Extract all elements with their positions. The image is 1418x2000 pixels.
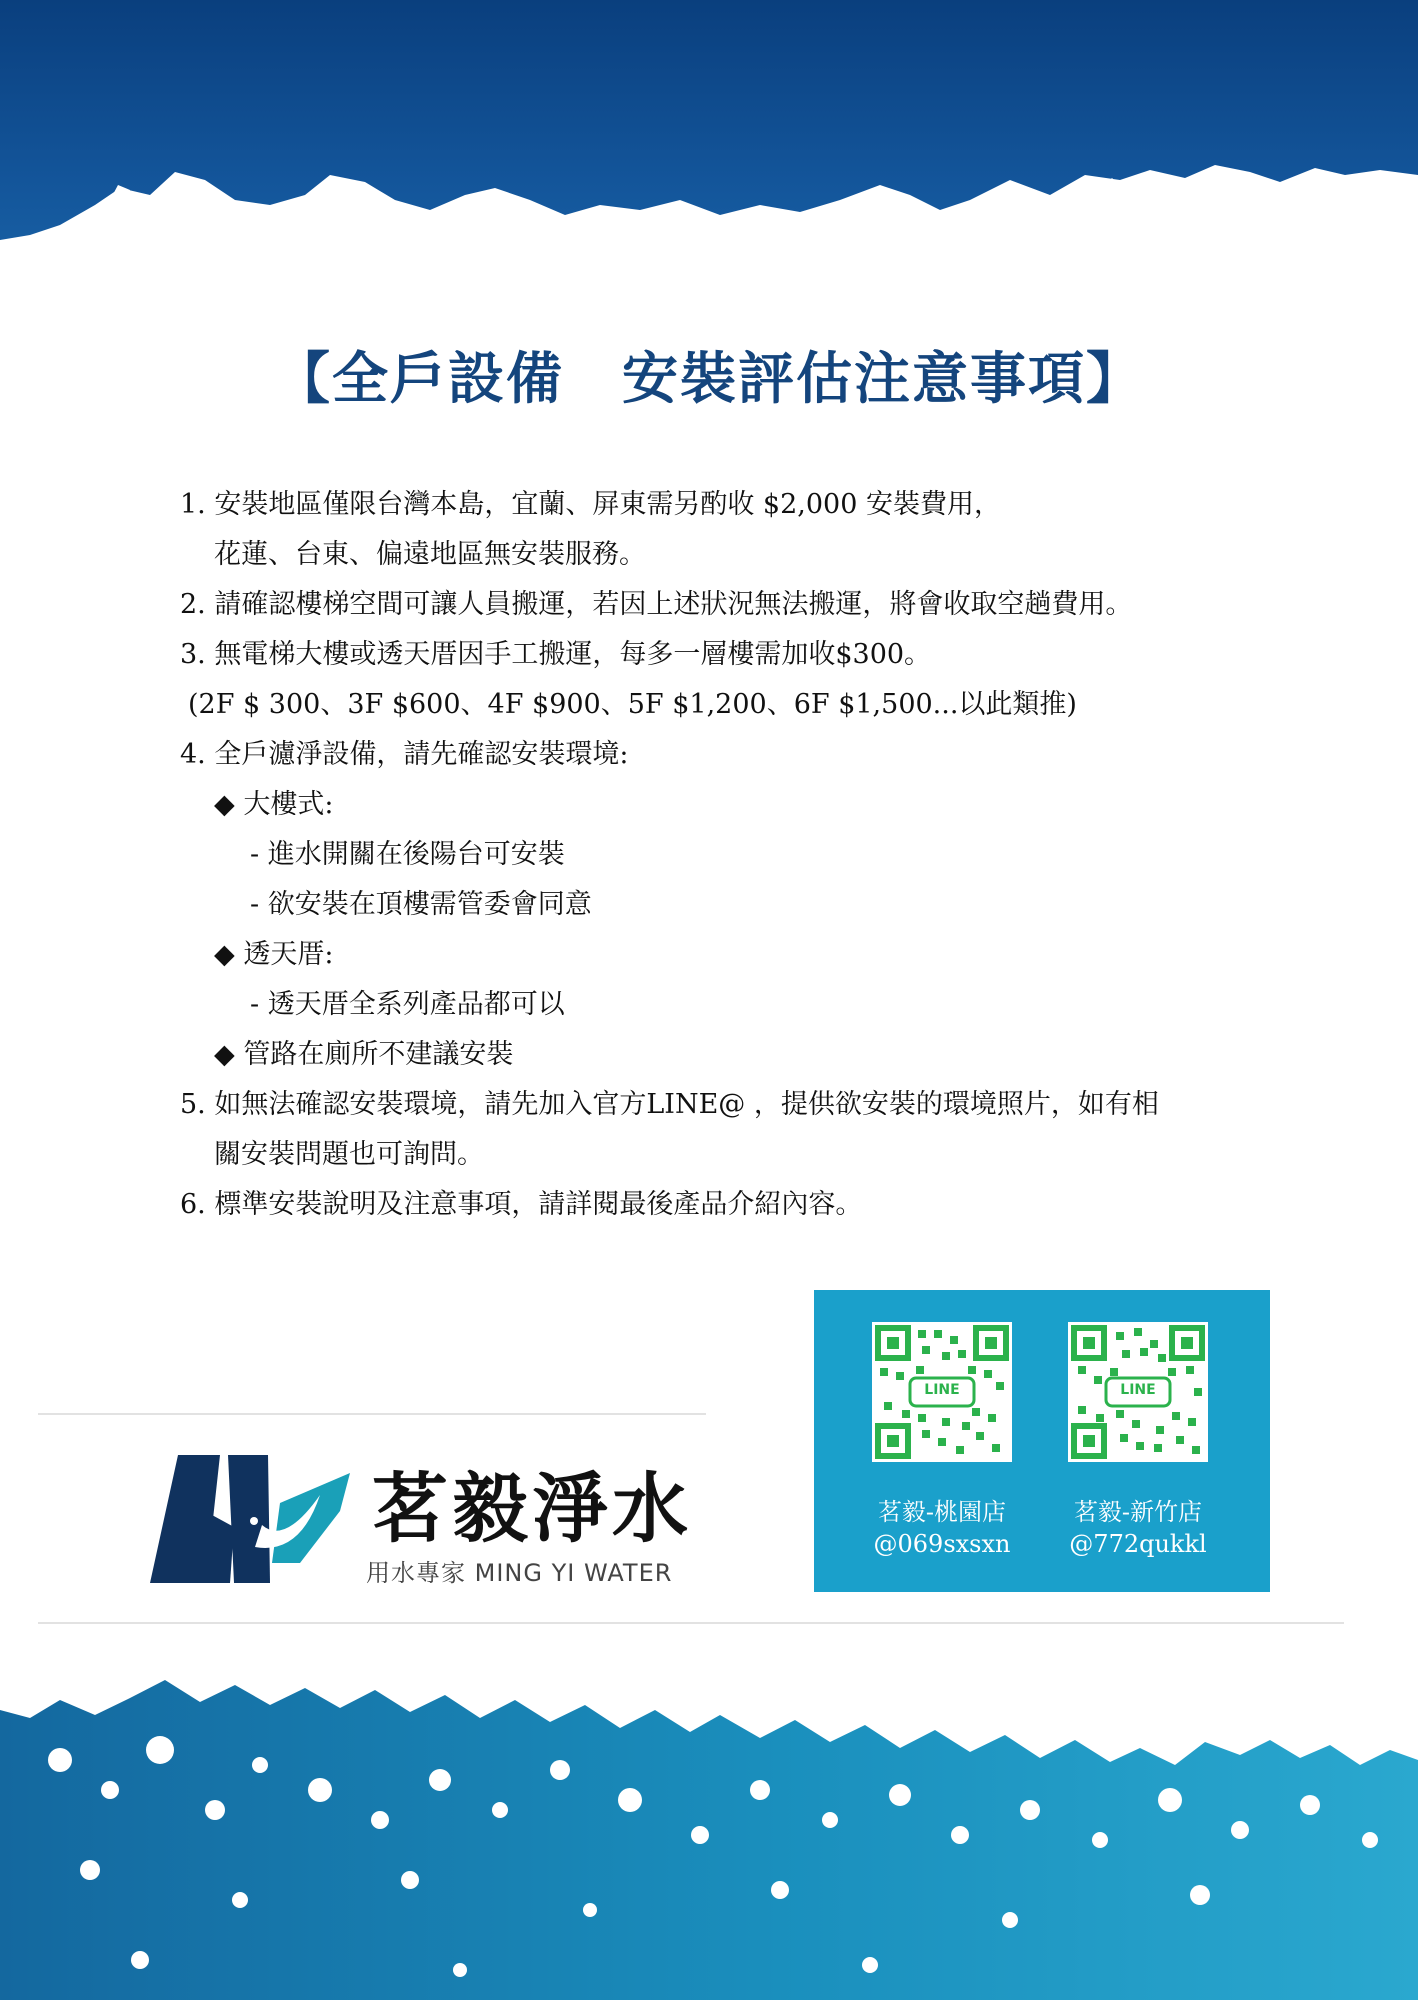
qr-code-hsinchu[interactable] [1068,1322,1208,1462]
note-4-building-item-2: - 欲安裝在頂樓需管委會同意 [250,889,592,920]
note-6: 6. 標準安裝說明及注意事項，請詳閱最後產品介紹內容。 [180,1189,863,1220]
qr-code-taoyuan[interactable] [872,1322,1012,1462]
line-id: @069sxsxn [873,1530,1011,1558]
line-badge: LINE [1120,1382,1156,1398]
note-5: 5. 如無法確認安裝環境，請先加入官方LINE@ ，提供欲安裝的環境照片，如有相 [180,1089,1159,1120]
brand-tagline: 用水專家 MING YI WATER [366,1559,673,1587]
note-4-bathroom: ◆ 管路在廁所不建議安裝 [214,1039,514,1070]
divider-bottom [38,1622,1344,1624]
note-5-continued: 關安裝問題也可詢問。 [214,1139,484,1170]
divider-top [38,1413,706,1415]
store-name: 茗毅-新竹店 [1073,1498,1203,1526]
note-4-building-item-1: - 進水開關在後陽台可安裝 [250,839,565,870]
line-badge: LINE [924,1382,960,1398]
line-qr-panel [814,1290,1270,1592]
bottom-decorative-band [0,1670,1418,2000]
line-id: @772qukkl [1069,1530,1207,1558]
note-4-building: ◆ 大樓式: [214,789,334,820]
notes-list [180,480,1260,1230]
brand-name: 茗毅淨水 [372,1464,692,1553]
store-name: 茗毅-桃園店 [877,1498,1007,1526]
page-title: 【全戶設備 安裝評估注意事項】 [274,346,1144,412]
brand-logo-icon [150,1455,360,1585]
note-4-townhouse-item-1: - 透天厝全系列產品都可以 [250,989,565,1020]
top-decorative-band [0,0,1418,300]
note-3-price-list: (2F $ 300、3F $600、4F $900、5F $1,200、6F $1,500...以此類推) [188,689,1077,720]
note-2: 2. 請確認樓梯空間可讓人員搬運，若因上述狀況無法搬運，將會收取空趟費用。 [180,589,1133,620]
note-4-townhouse: ◆ 透天厝: [214,939,334,970]
qr-label-taoyuan [842,1496,1042,1560]
note-1-continued: 花蓮、台東、偏遠地區無安裝服務。 [214,539,646,570]
note-3: 3. 無電梯大樓或透天厝因手工搬運，每多一層樓需加收$300。 [180,639,932,670]
note-1: 1. 安裝地區僅限台灣本島，宜蘭、屏東需另酌收 $2,000 安裝費用， [180,489,1001,520]
note-4: 4. 全戶濾淨設備，請先確認安裝環境: [180,739,629,770]
qr-label-hsinchu [1038,1496,1238,1560]
